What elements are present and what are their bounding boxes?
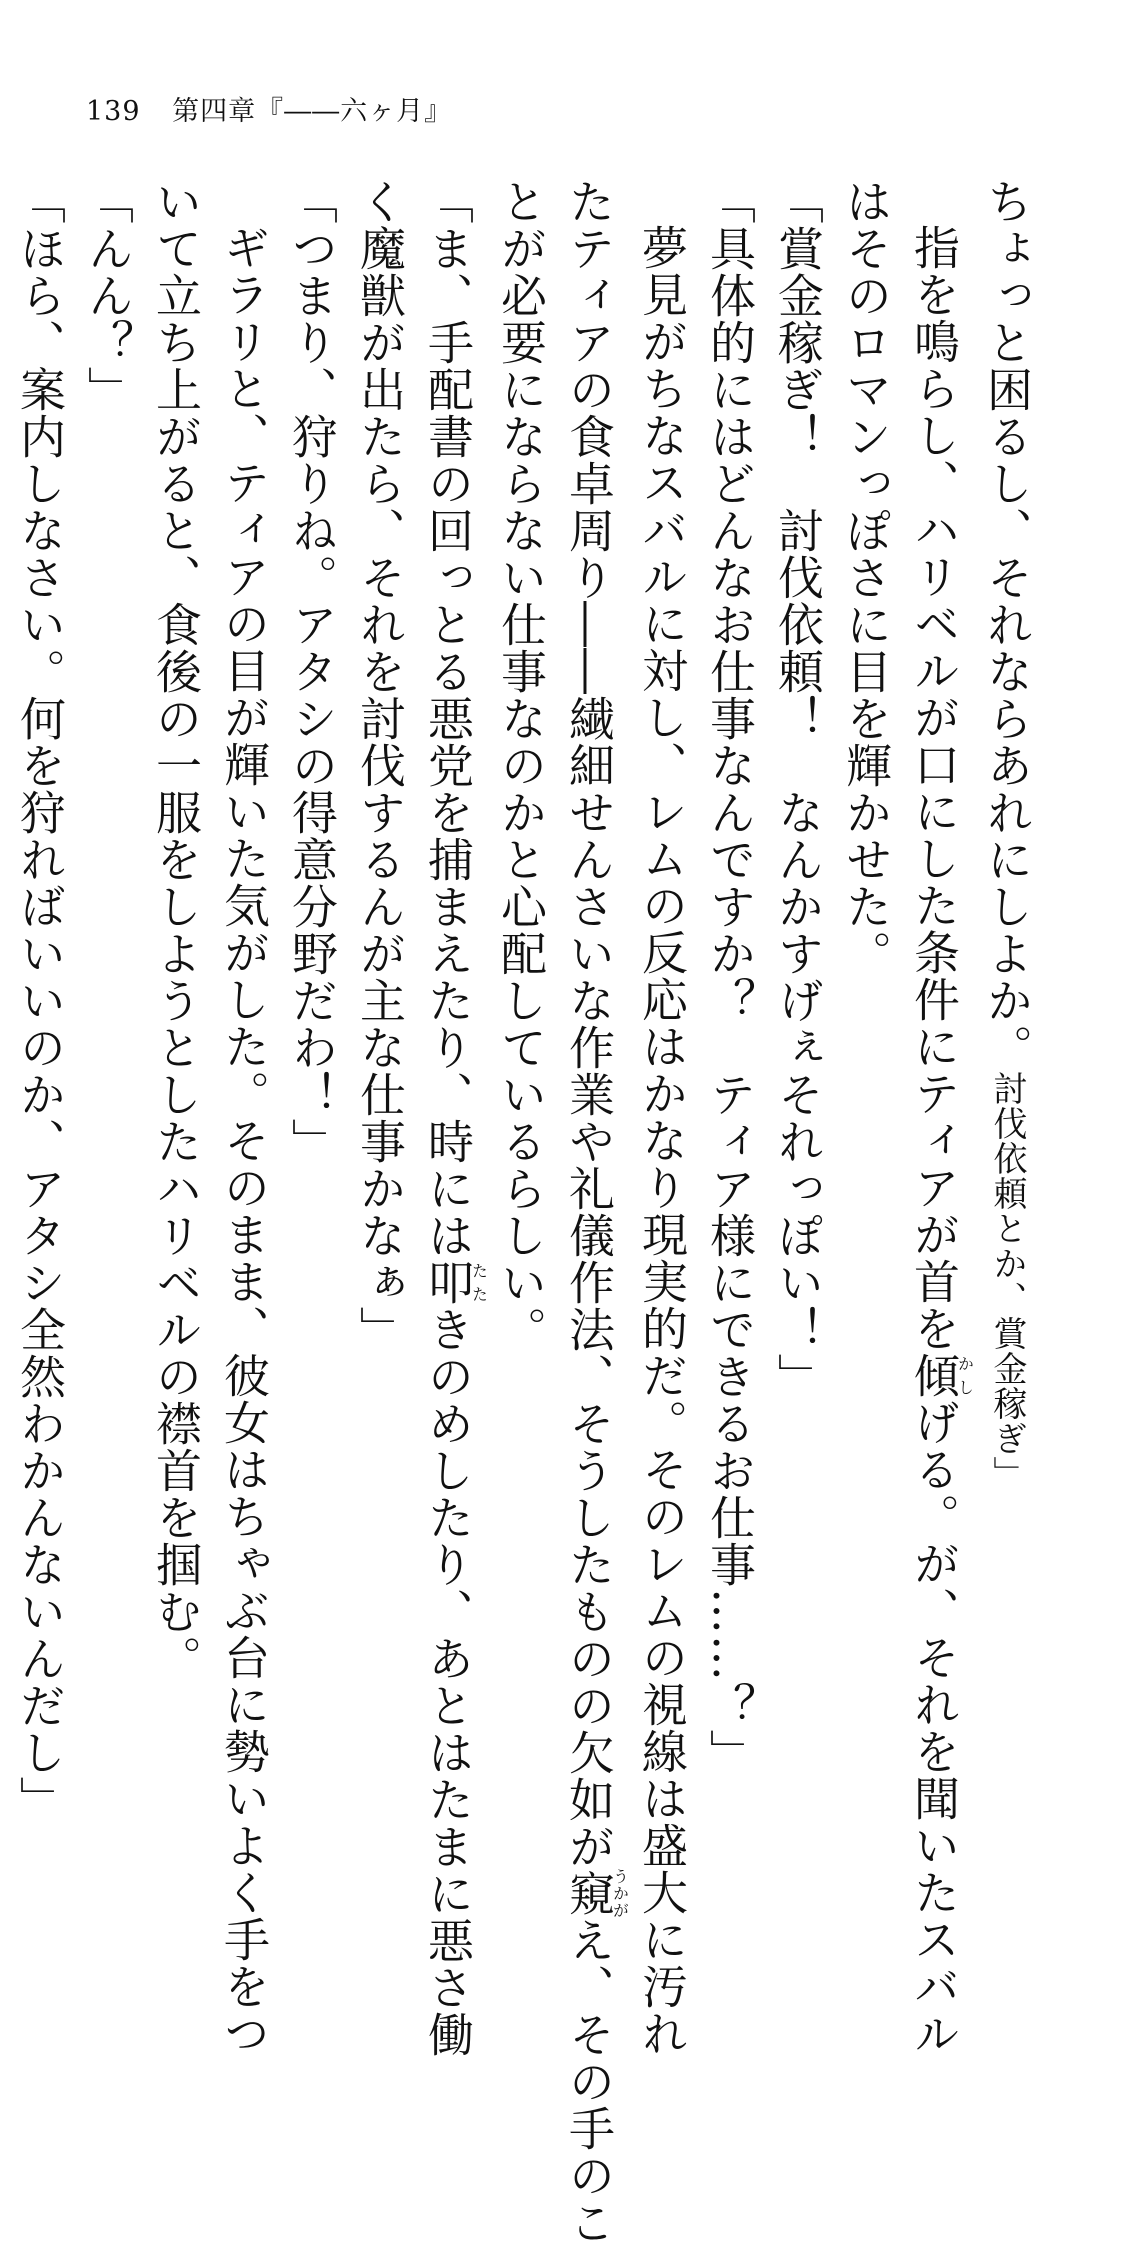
- furigana: 叩たた: [421, 1259, 489, 1306]
- text-line: ちょっと困るし、それならあれにしよか。討伐依頼とか、賞金稼ぎ」: [980, 178, 1034, 1491]
- chapter-title: 第四章『――六ヶ月』: [172, 96, 453, 127]
- furigana-reading: かし: [955, 1352, 975, 1399]
- text-line: 夢見がちなスバルに対し、レムの反応はかなり現実的だ。そのレムの視線は盛大に汚れ: [635, 224, 689, 2057]
- dialogue-line: 「賞金稼ぎ！ 討伐依頼！ なんかすげぇそれっぽい！」: [771, 178, 825, 1400]
- dialogue-line: く魔獣が出たら、それを討伐するんが主な仕事かなぁ」: [353, 178, 407, 1353]
- dialogue-line: 「具体的にはどんなお仕事なんですか？ ティア様にできるお仕事……？」: [703, 178, 757, 1776]
- text-line: 指を鳴らし、ハリベルが口にした条件にティアが首を傾かしげる。が、それを聞いたスバル: [907, 224, 975, 2057]
- furigana: 傾かし: [907, 1352, 975, 1399]
- dialogue-line: 「んん？」: [81, 178, 135, 413]
- dialogue-line: 「ほら、案内しなさい。何を狩ればいいのか、アタシ全然わかんないんだし」: [13, 178, 67, 1823]
- text-line: はそのロマンっぽさに目を輝かせた。: [839, 178, 893, 977]
- text-line: たティアの食卓周り――繊細せんさいな作業や礼儀作法、そうしたものの欠如が窺うかがえ、その手のこ: [562, 178, 630, 2246]
- page-number: 139: [86, 96, 141, 127]
- text-line: ギラリと、ティアの目が輝いた気がした。そのまま、彼女はちゃぶ台に勢いよく手をつ: [217, 224, 271, 2057]
- running-header: [86, 98, 452, 125]
- vertical-body-text: [0, 178, 1041, 2246]
- dialogue-line: 「つまり、狩りね。アタシの得意分野だわ！」: [285, 178, 339, 1165]
- furigana: 窺うかが: [562, 1868, 630, 1919]
- text-line: いて立ち上がると、食後の一服をしようとしたハリベルの襟首を掴む。: [149, 178, 203, 1682]
- dialogue-line: 「ま、手配書の回っとる悪党を捕まえたり、時には叩たたきのめしたり、あとはたまに悪さ働: [421, 178, 489, 2058]
- furigana-reading: たた: [469, 1259, 489, 1306]
- furigana-reading: うかが: [610, 1868, 630, 1919]
- text-line: とが必要にならない仕事なのかと心配しているらしい。: [494, 178, 548, 1353]
